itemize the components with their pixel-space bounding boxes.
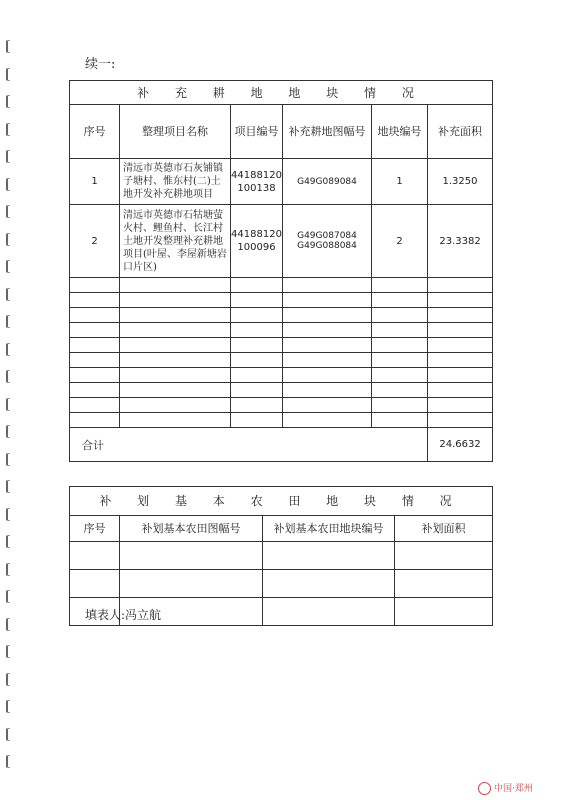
binding-hole	[6, 535, 10, 548]
total-label: 合计	[70, 428, 428, 462]
header-index: 序号	[70, 515, 120, 541]
binding-hole	[6, 453, 10, 466]
binding-hole	[6, 618, 10, 631]
row-index: 2	[70, 205, 120, 278]
binding-hole	[6, 728, 10, 741]
binding-hole	[6, 68, 10, 81]
binding-hole	[6, 95, 10, 108]
row-block: 2	[372, 205, 428, 278]
binding-hole	[6, 150, 10, 163]
header-farmland-map-sheet: 补划基本农田图幅号	[120, 515, 263, 541]
total-value: 24.6632	[428, 428, 493, 462]
binding-hole	[6, 398, 10, 411]
row-map-sheet: G49G089084	[283, 159, 372, 205]
empty-row	[70, 383, 493, 398]
empty-row	[70, 308, 493, 323]
row-project: 清远市英德市石牯塘萤火村、鲤鱼村、长江村土地开发整理补充耕地项目(叶屋、李屋新塘岩口片区)	[120, 205, 231, 278]
row-code: 44188120 100096	[231, 205, 283, 278]
row-code: 44188120 100138	[231, 159, 283, 205]
header-project-code: 项目编号	[231, 105, 283, 159]
binding-hole	[6, 755, 10, 768]
empty-row	[70, 278, 493, 293]
empty-row	[70, 353, 493, 368]
basic-farmland-table	[69, 486, 493, 626]
header-farmland-block-number: 补划基本农田地块编号	[263, 515, 395, 541]
binding-hole	[6, 590, 10, 603]
filler-label: 填表人:冯立航	[85, 608, 162, 622]
supplementary-farmland-table	[69, 80, 493, 462]
watermark	[478, 781, 533, 795]
seal-icon	[478, 782, 491, 795]
header-block-number: 地块编号	[372, 105, 428, 159]
binding-hole	[6, 288, 10, 301]
table-row	[70, 205, 493, 278]
watermark-text: 中国·郑州	[494, 784, 533, 794]
row-project: 清远市英德市石灰铺镇子塘村、惟东村(二)土地开发补充耕地项目	[120, 159, 231, 205]
row-area: 1.3250	[428, 159, 493, 205]
table-row	[70, 541, 493, 569]
binding-hole	[6, 205, 10, 218]
binding-hole	[6, 233, 10, 246]
binding-hole	[6, 370, 10, 383]
binding-hole	[6, 315, 10, 328]
binding-hole	[6, 40, 10, 53]
binding-hole	[6, 673, 10, 686]
row-block: 1	[372, 159, 428, 205]
binding-hole	[6, 260, 10, 273]
table2-title: 补 划 基 本 农 田 地 块 情 况	[70, 486, 493, 515]
header-map-sheet: 补充耕地图幅号	[283, 105, 372, 159]
header-area: 补充面积	[428, 105, 493, 159]
header-project-name: 整理项目名称	[120, 105, 231, 159]
empty-row	[70, 368, 493, 383]
header-index: 序号	[70, 105, 120, 159]
row-area: 23.3382	[428, 205, 493, 278]
row-index: 1	[70, 159, 120, 205]
table1-title: 补 充 耕 地 地 块 情 况	[70, 81, 493, 105]
header-farmland-area: 补划面积	[395, 515, 493, 541]
empty-row	[70, 398, 493, 413]
binding-hole	[6, 123, 10, 136]
table-row	[70, 569, 493, 597]
binding-hole	[6, 425, 10, 438]
binding-holes	[6, 40, 20, 780]
page-label: 续一:	[85, 57, 116, 72]
empty-row	[70, 293, 493, 308]
empty-row	[70, 338, 493, 353]
binding-hole	[6, 700, 10, 713]
binding-hole	[6, 480, 10, 493]
binding-hole	[6, 343, 10, 356]
empty-row	[70, 323, 493, 338]
table-row	[70, 159, 493, 205]
binding-hole	[6, 563, 10, 576]
binding-hole	[6, 178, 10, 191]
binding-hole	[6, 508, 10, 521]
empty-row	[70, 413, 493, 428]
row-map-sheet: G49G087084 G49G088084	[283, 205, 372, 278]
binding-hole	[6, 645, 10, 658]
